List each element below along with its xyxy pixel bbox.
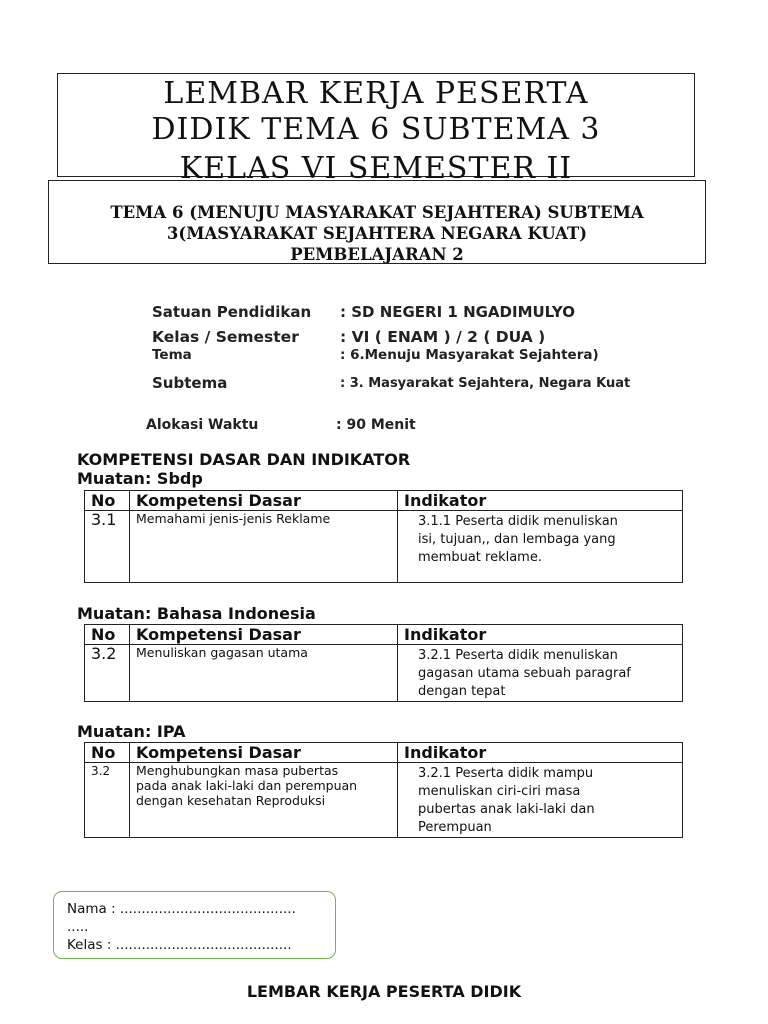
nama-field[interactable]: Nama : .........................................: [67, 901, 296, 917]
kd-line: dengan kesehatan Reproduksi: [136, 793, 326, 808]
table-row: [85, 511, 683, 583]
kd-table-sbdp: [84, 490, 683, 583]
indikator-line: Perempuan: [418, 820, 492, 835]
tema-label: Tema: [152, 347, 192, 363]
col-header-no: No: [85, 743, 130, 763]
subtema-value: : 3. Masyarakat Sejahtera, Negara Kuat: [340, 376, 631, 391]
kd-heading: KOMPETENSI DASAR DAN INDIKATOR: [77, 450, 411, 469]
kd-line: pada anak laki-laki dan perempuan: [136, 778, 358, 793]
indikator-line: membuat reklame.: [418, 550, 542, 565]
col-header-no: No: [85, 625, 130, 645]
row-kd: [130, 763, 398, 838]
subtitle-line-2: 3(MASYARAKAT SEJAHTERA NEGARA KUAT): [166, 224, 588, 243]
info-block: [146, 303, 712, 443]
row-no: 3.1: [85, 511, 130, 583]
kd-line: Menghubungkan masa pubertas: [136, 763, 339, 778]
tema-value: : 6.Menuju Masyarakat Sejahtera): [340, 347, 599, 363]
col-header-kd: Kompetensi Dasar: [130, 743, 398, 763]
table-header-row: [85, 625, 683, 645]
table-header-row: [85, 491, 683, 511]
document-title: [57, 73, 695, 186]
row-no: 3.2: [85, 645, 130, 702]
indikator-line: 3.1.1 Peserta didik menuliskan: [418, 514, 618, 529]
kelas-value: : VI ( ENAM ) / 2 ( DUA ): [340, 328, 546, 346]
kelas-label: Kelas / Semester: [152, 328, 299, 346]
col-header-no: No: [85, 491, 130, 511]
col-header-kd: Kompetensi Dasar: [130, 625, 398, 645]
indikator-line: 3.2.1 Peserta didik mampu: [418, 766, 594, 781]
indikator-line: isi, tujuan,, dan lembaga yang: [418, 532, 616, 547]
student-identity-box: [53, 891, 336, 959]
section-heading-sbdp: Muatan: Sbdp: [77, 469, 203, 488]
subtitle-line-3: PEMBELAJARAN 2: [290, 245, 464, 264]
table-row: [85, 763, 683, 838]
row-indikator: [398, 645, 683, 702]
col-header-indikator: Indikator: [398, 625, 683, 645]
title-line-3: KELAS VI SEMESTER II: [179, 151, 573, 186]
indikator-line: pubertas anak laki-laki dan: [418, 802, 595, 817]
table-header-row: [85, 743, 683, 763]
nama-field-continuation: .....: [67, 919, 89, 935]
section-heading-ipa: Muatan: IPA: [77, 722, 186, 741]
indikator-line: dengan tepat: [418, 684, 506, 699]
indikator-line: 3.2.1 Peserta didik menuliskan: [418, 648, 618, 663]
title-line-1: LEMBAR KERJA PESERTA: [163, 76, 589, 111]
row-indikator: [398, 511, 683, 583]
indikator-line: gagasan utama sebuah paragraf: [418, 666, 631, 681]
col-header-indikator: Indikator: [398, 491, 683, 511]
subtitle-line-1: TEMA 6 (MENUJU MASYARAKAT SEJAHTERA) SUBTEMA: [110, 203, 644, 222]
kd-table-bahasa-indonesia: [84, 624, 683, 702]
row-indikator: [398, 763, 683, 838]
kd-table-ipa: [84, 742, 683, 838]
kelas-field[interactable]: Kelas : .........................................: [67, 937, 292, 953]
table-row: [85, 645, 683, 702]
indikator-line: menuliskan ciri-ciri masa: [418, 784, 581, 799]
alokasi-label: Alokasi Waktu: [146, 417, 259, 433]
section-heading-bahasa-indonesia: Muatan: Bahasa Indonesia: [77, 604, 316, 623]
col-header-indikator: Indikator: [398, 743, 683, 763]
subtema-label: Subtema: [152, 374, 228, 392]
row-no: 3.2: [85, 763, 130, 838]
document-subtitle: [48, 180, 706, 264]
row-kd: Menuliskan gagasan utama: [130, 645, 398, 702]
title-line-2: DIDIK TEMA 6 SUBTEMA 3: [151, 112, 601, 147]
satuan-value: : SD NEGERI 1 NGADIMULYO: [340, 303, 575, 321]
col-header-kd: Kompetensi Dasar: [130, 491, 398, 511]
satuan-label: Satuan Pendidikan: [152, 303, 312, 321]
footer-title: LEMBAR KERJA PESERTA DIDIK: [246, 982, 522, 1001]
alokasi-value: : 90 Menit: [336, 417, 416, 433]
row-kd: Memahami jenis-jenis Reklame: [130, 511, 398, 583]
